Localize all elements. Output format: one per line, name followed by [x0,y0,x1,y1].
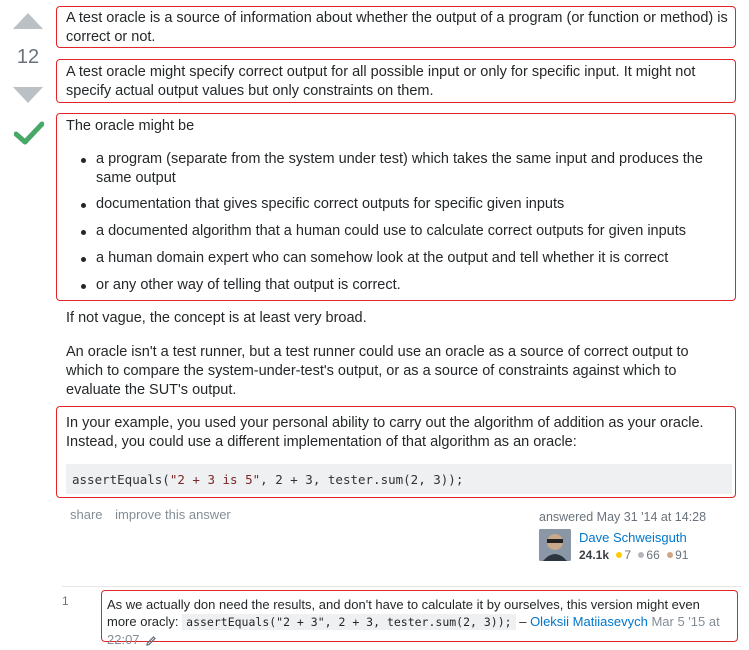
downvote-arrow-icon[interactable] [13,87,43,103]
accepted-checkmark-icon [14,120,44,146]
answer-paragraph-5: An oracle isn't a test runner, but a test runner could use an oracle as a source of correct output to which to compare the system-under-test's output, or as a source of constraints against which to evaluate the SUT's output. [66,344,689,398]
reputation [579,548,688,562]
list-item: or any other way of telling that output is correct. [66,276,730,295]
list-item: documentation that gives specific correct outputs for specific given inputs [66,195,730,214]
comments-divider [62,586,742,587]
list-item: a program (separate from the system under test) which takes the same input and produces the same output [66,150,730,188]
comment-dash: – [519,614,527,629]
answer-paragraph-3: The oracle might be [66,118,195,134]
comment-code: assertEquals("2 + 3", 2 + 3, tester.sum(2, 3)); [182,614,515,630]
avatar[interactable] [539,529,571,561]
code-string: "2 + 3 is 5" [169,472,261,487]
pencil-icon [145,635,157,647]
share-link[interactable]: share [70,507,103,522]
user-signature [539,510,739,562]
code-rest: , 2 + 3, tester.sum(2, 3)); [260,472,464,487]
user-name-link[interactable]: Dave Schweisguth [579,530,687,545]
comment-text: As we actually don need the results, and don't have to calculate it by ourselves, this version might even more oracly: [107,597,700,629]
gold-badge-count: 7 [624,548,632,562]
reputation-score: 24.1k [579,548,610,562]
bronze-badge-icon [667,552,673,558]
avatar-image-icon [539,529,571,561]
upvote-arrow-icon[interactable] [13,13,43,29]
gold-badge-icon [616,552,622,558]
vote-count: 12 [16,46,40,68]
list-item: a documented algorithm that a human could use to calculate correct outputs for given inputs [66,222,730,241]
silver-badge-count: 66 [646,548,660,562]
comment [107,596,727,648]
bronze-badge-count: 91 [675,548,689,562]
code-fn: assertEquals( [72,472,170,487]
oracle-list [66,150,730,295]
improve-answer-link[interactable]: improve this answer [115,507,231,522]
list-item: a human domain expert who can somehow look at the output and tell whether it is correct [66,249,730,268]
comment-date[interactable]: Mar 5 '15 at 22:07 [107,614,720,647]
answer-paragraph-6: In your example, you used your personal ability to carry out the algorithm of addition as your oracle. Instead, you could use a different implementation of that algorithm as an oracle: [66,415,704,450]
comment-score: 1 [62,594,69,608]
answer-paragraph-1: A test oracle is a source of information about whether the output of a program (or function or method) is correct or not. [66,10,728,45]
comment-author-link[interactable]: Oleksii Matiiasevych [530,614,648,629]
answer-paragraph-2: A test oracle might specify correct output for all possible input or only for specific input. It might not specify actual output values but only constraints on them. [66,64,696,99]
answer-paragraph-4: If not vague, the concept is at least very broad. [66,310,367,326]
silver-badge-icon [638,552,644,558]
answered-timestamp: answered May 31 '14 at 14:28 [539,510,707,524]
code-block [66,464,732,494]
post-menu [70,507,240,522]
